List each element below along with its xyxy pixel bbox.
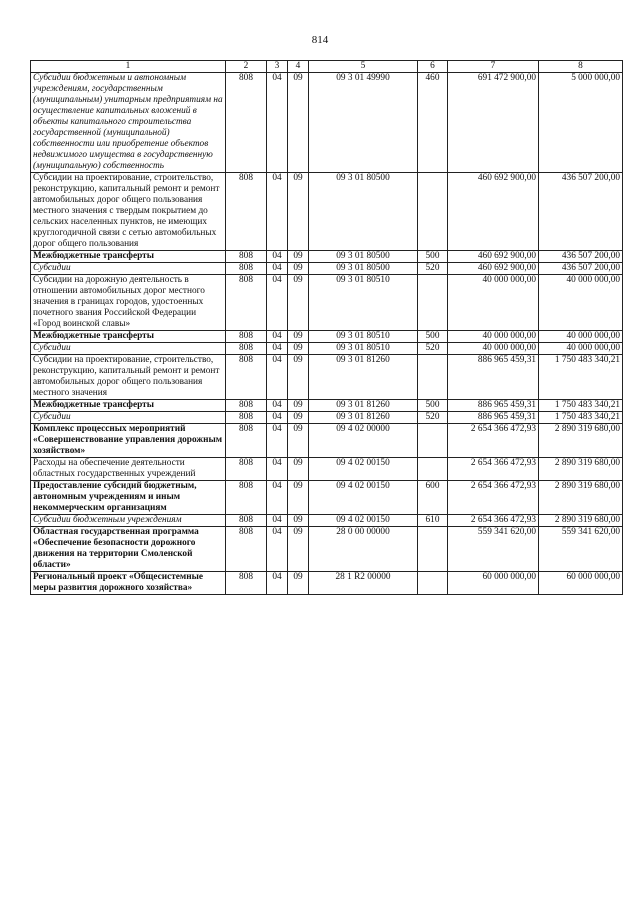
row-amount-year-2: 559 341 620,00 [539, 527, 623, 572]
row-ministry-code: 808 [226, 331, 267, 343]
row-amount-year-1: 559 341 620,00 [448, 527, 539, 572]
page-number: 814 [311, 34, 329, 46]
row-target-article: 09 4 02 00000 [309, 424, 418, 458]
row-expense-type: 500 [418, 331, 448, 343]
header-col-2: 2 [226, 61, 267, 73]
row-name: Предоставление субсидий бюджетным, автономным учреждениям и иным некоммерческим организациям [31, 481, 226, 515]
header-col-8: 8 [539, 61, 623, 73]
row-name: Субсидии на проектирование, строительство, реконструкцию, капитальный ремонт и ремонт автомобильных дорог общего пользования местного значения с твердым покрытием до сельских населенных пунктов, не имеющих круглогодичной связи с сетью автомобильных дорог общего пользования [31, 173, 226, 251]
row-amount-year-1: 886 965 459,31 [448, 400, 539, 412]
row-name: Субсидии [31, 263, 226, 275]
row-ministry-code: 808 [226, 400, 267, 412]
row-name: Субсидии на проектирование, строительство, реконструкцию, капитальный ремонт и ремонт автомобильных дорог общего пользования местного значения [31, 355, 226, 400]
row-ministry-code: 808 [226, 458, 267, 481]
table-row [31, 515, 623, 527]
table-row [31, 458, 623, 481]
row-amount-year-2: 5 000 000,00 [539, 73, 623, 173]
row-name: Региональный проект «Общесистемные меры развития дорожного хозяйства» [31, 572, 226, 595]
row-subsection-code: 09 [288, 331, 309, 343]
row-target-article: 09 3 01 80500 [309, 263, 418, 275]
row-ministry-code: 808 [226, 73, 267, 173]
row-expense-type: 520 [418, 263, 448, 275]
row-ministry-code: 808 [226, 424, 267, 458]
row-subsection-code: 09 [288, 355, 309, 400]
row-amount-year-2: 40 000 000,00 [539, 343, 623, 355]
row-amount-year-1: 2 654 366 472,93 [448, 458, 539, 481]
row-amount-year-2: 2 890 319 680,00 [539, 458, 623, 481]
row-section-code: 04 [267, 458, 288, 481]
row-ministry-code: 808 [226, 251, 267, 263]
row-amount-year-1: 2 654 366 472,93 [448, 424, 539, 458]
table-row [31, 424, 623, 458]
row-ministry-code: 808 [226, 173, 267, 251]
row-amount-year-1: 40 000 000,00 [448, 275, 539, 331]
row-expense-type: 520 [418, 412, 448, 424]
row-name: Межбюджетные трансферты [31, 400, 226, 412]
header-col-6: 6 [418, 61, 448, 73]
row-name: Субсидии бюджетным учреждениям [31, 515, 226, 527]
row-subsection-code: 09 [288, 527, 309, 572]
budget-table [30, 60, 623, 595]
row-ministry-code: 808 [226, 527, 267, 572]
table-row [31, 400, 623, 412]
row-section-code: 04 [267, 412, 288, 424]
row-subsection-code: 09 [288, 275, 309, 331]
row-amount-year-2: 1 750 483 340,21 [539, 400, 623, 412]
row-ministry-code: 808 [226, 263, 267, 275]
row-name: Субсидии на дорожную деятельность в отношении автомобильных дорог местного значения в границах городов, удостоенных почетного звания Российской Федерации «Город воинской славы» [31, 275, 226, 331]
table-row [31, 173, 623, 251]
row-section-code: 04 [267, 263, 288, 275]
row-expense-type [418, 355, 448, 400]
row-ministry-code: 808 [226, 275, 267, 331]
row-section-code: 04 [267, 251, 288, 263]
row-target-article: 09 3 01 81260 [309, 355, 418, 400]
row-section-code: 04 [267, 275, 288, 331]
row-section-code: 04 [267, 173, 288, 251]
row-ministry-code: 808 [226, 481, 267, 515]
table-row [31, 527, 623, 572]
row-subsection-code: 09 [288, 400, 309, 412]
header-col-4: 4 [288, 61, 309, 73]
table-header-row [31, 61, 623, 73]
row-expense-type [418, 173, 448, 251]
row-target-article: 09 3 01 80500 [309, 251, 418, 263]
row-expense-type: 610 [418, 515, 448, 527]
row-section-code: 04 [267, 343, 288, 355]
row-ministry-code: 808 [226, 515, 267, 527]
row-name: Субсидии бюджетным и автономным учреждениям, государственным (муниципальным) унитарным предприятиям на осуществление капитальных вложений в объекты капитального строительства государственной (муниципальной) собственности или приобретение объектов недвижимого имущества в государственную (муниципальную) собственность [31, 73, 226, 173]
row-section-code: 04 [267, 331, 288, 343]
row-expense-type: 460 [418, 73, 448, 173]
table-row [31, 251, 623, 263]
table-body [31, 73, 623, 595]
header-col-1: 1 [31, 61, 226, 73]
table-row [31, 73, 623, 173]
row-amount-year-1: 460 692 900,00 [448, 173, 539, 251]
row-subsection-code: 09 [288, 412, 309, 424]
row-amount-year-2: 436 507 200,00 [539, 173, 623, 251]
row-subsection-code: 09 [288, 572, 309, 595]
row-amount-year-1: 40 000 000,00 [448, 343, 539, 355]
row-expense-type [418, 275, 448, 331]
table-row [31, 355, 623, 400]
row-amount-year-2: 436 507 200,00 [539, 251, 623, 263]
row-expense-type [418, 458, 448, 481]
row-subsection-code: 09 [288, 263, 309, 275]
header-col-5: 5 [309, 61, 418, 73]
table-row [31, 275, 623, 331]
table-row [31, 331, 623, 343]
row-expense-type [418, 572, 448, 595]
row-target-article: 09 4 02 00150 [309, 458, 418, 481]
row-target-article: 09 3 01 80510 [309, 331, 418, 343]
row-subsection-code: 09 [288, 251, 309, 263]
row-amount-year-1: 460 692 900,00 [448, 251, 539, 263]
row-target-article: 09 3 01 80510 [309, 343, 418, 355]
row-name: Расходы на обеспечение деятельности областных государственных учреждений [31, 458, 226, 481]
row-amount-year-1: 460 692 900,00 [448, 263, 539, 275]
row-section-code: 04 [267, 400, 288, 412]
row-section-code: 04 [267, 424, 288, 458]
row-section-code: 04 [267, 481, 288, 515]
row-amount-year-2: 2 890 319 680,00 [539, 424, 623, 458]
row-amount-year-2: 2 890 319 680,00 [539, 515, 623, 527]
row-subsection-code: 09 [288, 73, 309, 173]
table-row [31, 343, 623, 355]
row-subsection-code: 09 [288, 424, 309, 458]
row-amount-year-2: 436 507 200,00 [539, 263, 623, 275]
table-row [31, 572, 623, 595]
row-target-article: 09 3 01 80510 [309, 275, 418, 331]
row-expense-type: 500 [418, 251, 448, 263]
table-row [31, 481, 623, 515]
row-name: Субсидии [31, 412, 226, 424]
row-amount-year-1: 886 965 459,31 [448, 355, 539, 400]
row-expense-type [418, 527, 448, 572]
row-section-code: 04 [267, 515, 288, 527]
row-name: Межбюджетные трансферты [31, 331, 226, 343]
row-amount-year-1: 2 654 366 472,93 [448, 481, 539, 515]
row-expense-type: 520 [418, 343, 448, 355]
row-amount-year-2: 1 750 483 340,21 [539, 412, 623, 424]
header-col-3: 3 [267, 61, 288, 73]
table-row [31, 263, 623, 275]
row-subsection-code: 09 [288, 481, 309, 515]
row-section-code: 04 [267, 355, 288, 400]
row-section-code: 04 [267, 527, 288, 572]
row-subsection-code: 09 [288, 173, 309, 251]
row-amount-year-1: 691 472 900,00 [448, 73, 539, 173]
row-amount-year-2: 40 000 000,00 [539, 331, 623, 343]
row-ministry-code: 808 [226, 572, 267, 595]
row-amount-year-1: 886 965 459,31 [448, 412, 539, 424]
row-amount-year-2: 2 890 319 680,00 [539, 481, 623, 515]
row-subsection-code: 09 [288, 343, 309, 355]
row-section-code: 04 [267, 572, 288, 595]
row-ministry-code: 808 [226, 355, 267, 400]
row-ministry-code: 808 [226, 343, 267, 355]
row-target-article: 09 4 02 00150 [309, 481, 418, 515]
row-amount-year-2: 1 750 483 340,21 [539, 355, 623, 400]
row-amount-year-2: 60 000 000,00 [539, 572, 623, 595]
header-col-7: 7 [448, 61, 539, 73]
row-target-article: 09 3 01 81260 [309, 412, 418, 424]
row-target-article: 09 4 02 00150 [309, 515, 418, 527]
row-name: Областная государственная программа «Обеспечение безопасности дорожного движения на территории Смоленской области» [31, 527, 226, 572]
row-expense-type: 500 [418, 400, 448, 412]
row-amount-year-1: 60 000 000,00 [448, 572, 539, 595]
row-amount-year-2: 40 000 000,00 [539, 275, 623, 331]
row-subsection-code: 09 [288, 458, 309, 481]
table-row [31, 412, 623, 424]
row-target-article: 09 3 01 81260 [309, 400, 418, 412]
row-expense-type [418, 424, 448, 458]
row-name: Комплекс процессных мероприятий «Совершенствование управления дорожным хозяйством» [31, 424, 226, 458]
row-ministry-code: 808 [226, 412, 267, 424]
row-target-article: 28 0 00 00000 [309, 527, 418, 572]
row-amount-year-1: 40 000 000,00 [448, 331, 539, 343]
row-section-code: 04 [267, 73, 288, 173]
row-amount-year-1: 2 654 366 472,93 [448, 515, 539, 527]
row-target-article: 28 1 R2 00000 [309, 572, 418, 595]
row-expense-type: 600 [418, 481, 448, 515]
row-name: Межбюджетные трансферты [31, 251, 226, 263]
row-target-article: 09 3 01 49990 [309, 73, 418, 173]
row-subsection-code: 09 [288, 515, 309, 527]
row-name: Субсидии [31, 343, 226, 355]
row-target-article: 09 3 01 80500 [309, 173, 418, 251]
